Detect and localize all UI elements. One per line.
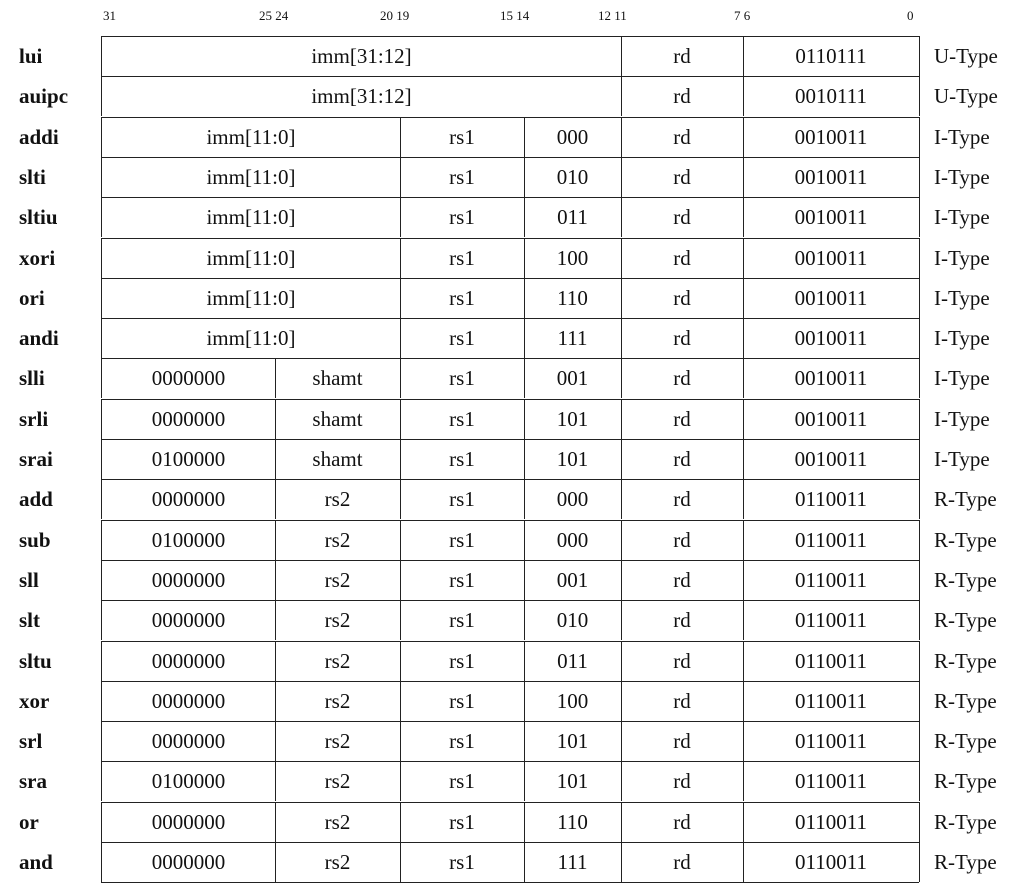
instruction-format-type: I-Type — [934, 205, 990, 230]
encoding-field: 110 — [524, 802, 622, 842]
encoding-field: rs1 — [400, 641, 525, 681]
instruction-row-addi — [0, 117, 1017, 157]
encoding-field: imm[11:0] — [101, 117, 401, 157]
encoding-field: 0000000 — [101, 681, 276, 721]
instruction-row-sub — [0, 520, 1017, 560]
encoding-field: 0000000 — [101, 842, 276, 882]
encoding-field: rs1 — [400, 842, 525, 882]
instruction-row-srli — [0, 399, 1017, 439]
instruction-format-type: I-Type — [934, 285, 990, 310]
encoding-field: imm[11:0] — [101, 238, 401, 278]
instruction-mnemonic: xori — [19, 245, 56, 270]
encoding-field: 0110011 — [743, 761, 920, 801]
encoding-field: 0010011 — [743, 197, 920, 237]
encoding-field: rs1 — [400, 761, 525, 801]
encoding-field: imm[11:0] — [101, 157, 401, 197]
bit-position-label: 20 19 — [380, 8, 410, 23]
encoding-field: rs2 — [275, 479, 401, 519]
encoding-field: 0000000 — [101, 802, 276, 842]
encoding-field: 0010011 — [743, 238, 920, 278]
encoding-field: rd — [621, 358, 744, 398]
instruction-row-andi — [0, 318, 1017, 358]
instruction-mnemonic: and — [19, 850, 53, 874]
encoding-field: rd — [621, 842, 744, 882]
encoding-field: rs1 — [400, 238, 525, 278]
encoding-field: 0000000 — [101, 560, 276, 600]
encoding-field: 0010011 — [743, 318, 920, 358]
bit-position-label: 25 24 — [259, 8, 289, 23]
encoding-field: 101 — [524, 439, 622, 479]
instruction-format-type: I-Type — [934, 245, 990, 270]
instruction-mnemonic: sra — [19, 769, 47, 794]
instruction-format-type: R-Type — [934, 809, 997, 834]
encoding-field: rs1 — [400, 358, 525, 398]
encoding-field: rs1 — [400, 681, 525, 721]
encoding-field: 0000000 — [101, 641, 276, 681]
bit-position-label: 15 14 — [500, 8, 530, 23]
instruction-format-type: I-Type — [934, 326, 990, 351]
instruction-mnemonic: srai — [19, 447, 53, 471]
instruction-mnemonic: xor — [19, 688, 50, 713]
encoding-field: 0010011 — [743, 399, 920, 439]
encoding-field: rs1 — [400, 157, 525, 197]
instruction-row-xori — [0, 238, 1017, 278]
encoding-field: rd — [621, 318, 744, 358]
encoding-field: 0100000 — [101, 439, 276, 479]
instruction-mnemonic: sll — [19, 567, 39, 592]
instruction-row-ori — [0, 278, 1017, 318]
instruction-row-xor — [0, 681, 1017, 721]
encoding-field: rs1 — [400, 318, 525, 358]
encoding-field: 0100000 — [101, 761, 276, 801]
instruction-format-type: I-Type — [934, 447, 990, 471]
encoding-field: 0000000 — [101, 479, 276, 519]
encoding-field: 0110011 — [743, 721, 920, 761]
encoding-field: rs2 — [275, 761, 401, 801]
bit-position-label: 31 — [103, 8, 116, 23]
instruction-format-type: R-Type — [934, 729, 997, 754]
encoding-field: rs1 — [400, 520, 525, 560]
instruction-mnemonic: slli — [19, 366, 45, 391]
encoding-field: rd — [621, 76, 744, 116]
encoding-field: 0110011 — [743, 842, 920, 882]
instruction-mnemonic: sltiu — [19, 205, 58, 230]
instruction-format-type: U-Type — [934, 84, 998, 109]
instruction-row-sltiu — [0, 197, 1017, 237]
encoding-field: rs2 — [275, 721, 401, 761]
encoding-field: 100 — [524, 681, 622, 721]
encoding-field: 0000000 — [101, 721, 276, 761]
encoding-field: imm[31:12] — [101, 76, 622, 116]
encoding-field: 0010111 — [743, 76, 920, 116]
encoding-field: 0010011 — [743, 117, 920, 157]
encoding-field: rs1 — [400, 117, 525, 157]
instruction-row-lui — [0, 36, 1017, 76]
encoding-field: shamt — [275, 439, 401, 479]
instruction-row-slli — [0, 358, 1017, 398]
instruction-format-type: R-Type — [934, 769, 997, 794]
bit-position-header — [0, 0, 1017, 30]
encoding-field: rs1 — [400, 399, 525, 439]
encoding-field: 111 — [524, 842, 622, 882]
instruction-mnemonic: or — [19, 809, 39, 834]
instruction-format-type: U-Type — [934, 44, 998, 68]
encoding-field: rs2 — [275, 842, 401, 882]
encoding-field: rd — [621, 761, 744, 801]
encoding-field: 0010011 — [743, 157, 920, 197]
encoding-field: 0000000 — [101, 600, 276, 640]
encoding-field: rd — [621, 439, 744, 479]
encoding-field: rd — [621, 117, 744, 157]
encoding-field: rd — [621, 802, 744, 842]
encoding-field: 100 — [524, 238, 622, 278]
encoding-field: 010 — [524, 600, 622, 640]
encoding-field: 0010011 — [743, 358, 920, 398]
encoding-field: 111 — [524, 318, 622, 358]
encoding-field: rs1 — [400, 197, 525, 237]
instruction-format-type: R-Type — [934, 648, 997, 673]
instruction-row-sltu — [0, 641, 1017, 681]
encoding-field: rd — [621, 681, 744, 721]
instruction-mnemonic: sltu — [19, 648, 52, 673]
row-divider — [101, 882, 919, 883]
instruction-format-type: I-Type — [934, 164, 990, 189]
encoding-field: rs1 — [400, 802, 525, 842]
instruction-format-type: I-Type — [934, 366, 990, 391]
encoding-field: 011 — [524, 197, 622, 237]
instruction-mnemonic: slt — [19, 608, 40, 633]
instruction-row-slti — [0, 157, 1017, 197]
encoding-field: imm[11:0] — [101, 197, 401, 237]
encoding-field: imm[11:0] — [101, 278, 401, 318]
encoding-field: rs2 — [275, 520, 401, 560]
encoding-field: 0010011 — [743, 278, 920, 318]
encoding-field: rd — [621, 278, 744, 318]
instruction-format-type: R-Type — [934, 608, 997, 633]
instruction-mnemonic: srli — [19, 406, 49, 431]
encoding-field: 001 — [524, 358, 622, 398]
bit-position-label: 7 6 — [734, 8, 751, 23]
encoding-field: 0110011 — [743, 479, 920, 519]
encoding-field: 101 — [524, 761, 622, 801]
instruction-format-type: R-Type — [934, 850, 997, 874]
encoding-field: rd — [621, 197, 744, 237]
instruction-format-type: I-Type — [934, 124, 990, 149]
encoding-field: 000 — [524, 117, 622, 157]
instruction-row-srai — [0, 439, 1017, 479]
instruction-mnemonic: sub — [19, 527, 51, 552]
encoding-field: rd — [621, 479, 744, 519]
encoding-field: rs1 — [400, 278, 525, 318]
instruction-row-slt — [0, 600, 1017, 640]
instruction-mnemonic: addi — [19, 124, 59, 149]
encoding-field: rd — [621, 600, 744, 640]
instruction-mnemonic: andi — [19, 326, 59, 351]
encoding-field: rd — [621, 157, 744, 197]
encoding-field: imm[31:12] — [101, 36, 622, 76]
encoding-field: 000 — [524, 479, 622, 519]
instruction-format-type: I-Type — [934, 406, 990, 431]
encoding-field: imm[11:0] — [101, 318, 401, 358]
encoding-field: 110 — [524, 278, 622, 318]
encoding-field: 001 — [524, 560, 622, 600]
encoding-field: 010 — [524, 157, 622, 197]
encoding-field: 101 — [524, 399, 622, 439]
instruction-format-type: R-Type — [934, 527, 997, 552]
encoding-field: rs2 — [275, 560, 401, 600]
instruction-format-type: R-Type — [934, 567, 997, 592]
bit-position-label: 0 — [907, 8, 914, 23]
encoding-field: 0110011 — [743, 802, 920, 842]
instruction-row-sra — [0, 761, 1017, 801]
encoding-field: 011 — [524, 641, 622, 681]
instruction-format-type: R-Type — [934, 688, 997, 713]
encoding-field: rs1 — [400, 439, 525, 479]
instruction-mnemonic: ori — [19, 285, 45, 310]
encoding-field: rd — [621, 399, 744, 439]
encoding-field: shamt — [275, 399, 401, 439]
encoding-field: rd — [621, 520, 744, 560]
instruction-mnemonic: srl — [19, 729, 43, 754]
instruction-mnemonic: auipc — [19, 84, 69, 109]
encoding-field: rs2 — [275, 641, 401, 681]
encoding-field: rs2 — [275, 802, 401, 842]
instruction-format-type: R-Type — [934, 487, 997, 512]
encoding-field: rs1 — [400, 721, 525, 761]
instruction-row-sll — [0, 560, 1017, 600]
encoding-field: 0110011 — [743, 560, 920, 600]
encoding-field: rd — [621, 238, 744, 278]
encoding-field: rs1 — [400, 600, 525, 640]
encoding-field: rd — [621, 560, 744, 600]
encoding-field: 0000000 — [101, 358, 276, 398]
encoding-field: 0010011 — [743, 439, 920, 479]
encoding-field: 000 — [524, 520, 622, 560]
instruction-mnemonic: lui — [19, 44, 43, 68]
encoding-field: 0110011 — [743, 641, 920, 681]
encoding-field: rs1 — [400, 560, 525, 600]
encoding-field: 0000000 — [101, 399, 276, 439]
encoding-field: rs2 — [275, 681, 401, 721]
bit-position-label: 12 11 — [598, 8, 627, 23]
encoding-field: 0110111 — [743, 36, 920, 76]
instruction-row-and — [0, 842, 1017, 882]
encoding-field: rs2 — [275, 600, 401, 640]
instruction-mnemonic: slti — [19, 164, 46, 189]
encoding-field: rd — [621, 641, 744, 681]
encoding-field: rd — [621, 36, 744, 76]
encoding-field: 0100000 — [101, 520, 276, 560]
instruction-row-or — [0, 802, 1017, 842]
encoding-field: 0110011 — [743, 600, 920, 640]
encoding-field: shamt — [275, 358, 401, 398]
encoding-field: 0110011 — [743, 681, 920, 721]
instruction-row-add — [0, 479, 1017, 519]
instruction-row-auipc — [0, 76, 1017, 116]
encoding-field: rs1 — [400, 479, 525, 519]
encoding-field: 0110011 — [743, 520, 920, 560]
encoding-field: 101 — [524, 721, 622, 761]
encoding-field: rd — [621, 721, 744, 761]
instruction-mnemonic: add — [19, 487, 53, 512]
instruction-row-srl — [0, 721, 1017, 761]
